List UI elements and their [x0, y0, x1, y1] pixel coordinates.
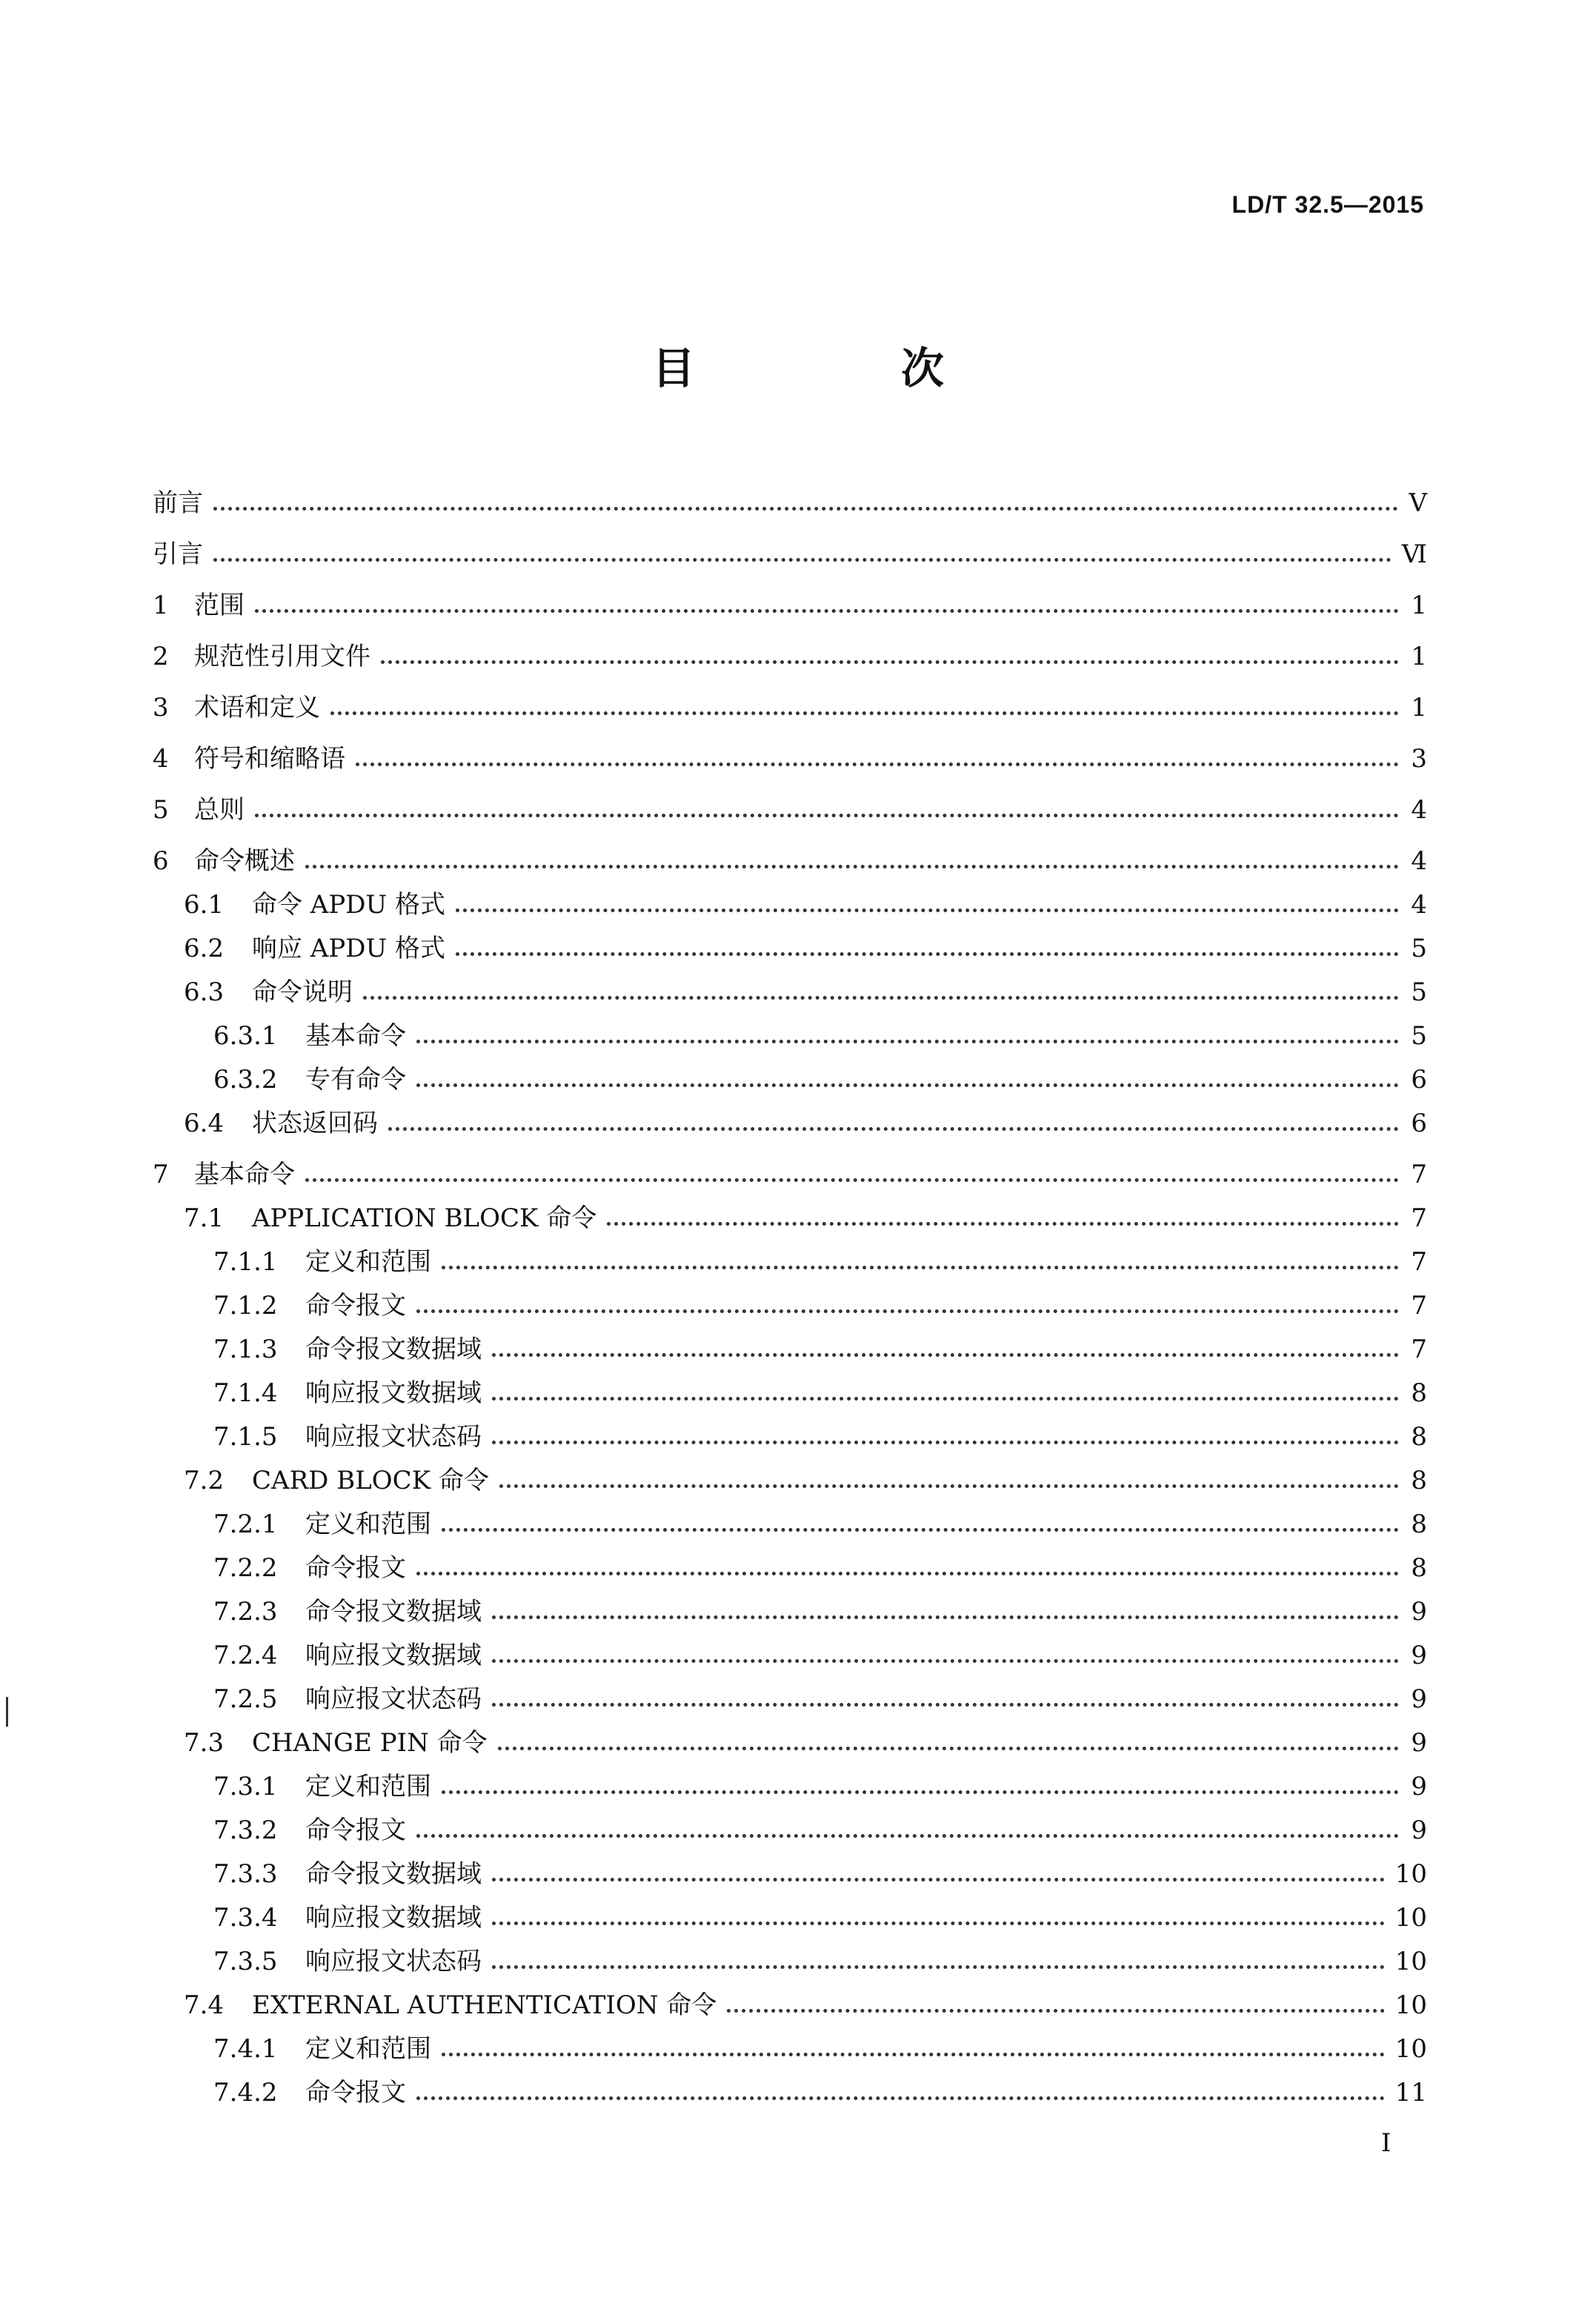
- toc-entry-label: 定义和范围: [305, 2034, 431, 2064]
- toc-entry-page: 8: [1411, 1378, 1427, 1408]
- toc-entry-page: 7: [1411, 1291, 1427, 1321]
- toc-entry-page: 4: [1411, 846, 1427, 876]
- toc-entry[interactable]: [153, 1277, 1427, 1321]
- dot-leader: [492, 1703, 1399, 1707]
- toc-entry-label: 定义和范围: [305, 1509, 431, 1539]
- toc-entry-label: 命令报文: [305, 2078, 406, 2108]
- toc-entry[interactable]: [153, 1714, 1427, 1758]
- toc-entry-label: 总则: [194, 795, 245, 825]
- dot-leader: [492, 1441, 1399, 1444]
- toc-entry[interactable]: [153, 832, 1427, 876]
- dot-leader: [607, 1222, 1399, 1226]
- toc-entry-page: 6: [1411, 1065, 1427, 1095]
- toc-entry-number: 7.3.4: [213, 1903, 278, 1933]
- toc-entry-page: 7: [1411, 1203, 1427, 1233]
- toc-entry-label: 范围: [194, 591, 245, 620]
- toc-entry[interactable]: [153, 963, 1427, 1007]
- toc-entry-number: 7.3.5: [213, 1947, 278, 1976]
- dot-leader: [499, 1484, 1399, 1488]
- dot-leader: [492, 1922, 1385, 1925]
- toc-entry-page: 6: [1411, 1109, 1427, 1138]
- toc-entry-number: 7.1.5: [213, 1422, 278, 1452]
- toc-entry-number: 6: [153, 846, 169, 876]
- toc-entry-label: 命令报文: [305, 1291, 406, 1321]
- toc-entry[interactable]: [153, 1364, 1427, 1408]
- dot-leader: [381, 660, 1399, 664]
- toc-entry-page: 7: [1411, 1160, 1427, 1189]
- toc-entry[interactable]: [153, 679, 1427, 723]
- toc-entry-number: 7.2: [184, 1466, 225, 1495]
- toc-entry-page: 11: [1394, 2078, 1427, 2108]
- toc-entry-number: 7.3.2: [213, 1816, 278, 1845]
- toc-entry-label: 状态返回码: [252, 1109, 378, 1138]
- toc-entry-page: 9: [1411, 1597, 1427, 1627]
- toc-entry-number: 7.1.2: [213, 1291, 278, 1321]
- toc-entry-label: 命令报文: [305, 1816, 406, 1845]
- toc-entry-number: 7.1: [184, 1203, 225, 1233]
- dot-leader: [416, 1309, 1399, 1313]
- toc-entry-label: 命令概述: [194, 846, 295, 876]
- dot-leader: [213, 507, 1398, 511]
- toc-entry-label: 命令报文数据域: [305, 1859, 482, 1889]
- toc-entry-number: 6.1: [184, 890, 225, 920]
- toc-entry-page: 9: [1411, 1816, 1427, 1845]
- toc-entry-page: 5: [1411, 934, 1427, 963]
- toc-entry-page: 8: [1411, 1422, 1427, 1452]
- toc-entry-label: EXTERNAL AUTHENTICATION 命令: [252, 1990, 717, 2020]
- dot-leader: [255, 814, 1399, 817]
- dot-leader: [442, 1266, 1399, 1269]
- toc-entry-page: 9: [1411, 1772, 1427, 1801]
- toc-entry-label: 专有命令: [305, 1065, 406, 1095]
- dot-leader: [442, 1790, 1399, 1794]
- toc-entry-page: 1: [1411, 693, 1427, 723]
- toc-entry-page: 10: [1394, 1903, 1427, 1933]
- toc-entry-label: 响应报文数据域: [305, 1641, 482, 1670]
- toc-entry-number: 7.2.4: [213, 1641, 278, 1670]
- toc-entry[interactable]: [153, 1976, 1427, 2020]
- toc-entry-number: 7.2.5: [213, 1684, 278, 1714]
- toc-entry-number: 7.1.4: [213, 1378, 278, 1408]
- dot-leader: [442, 1528, 1399, 1532]
- toc-entry[interactable]: [153, 1051, 1427, 1095]
- toc-entry-page: 5: [1411, 977, 1427, 1007]
- toc-entry-label: 命令说明: [252, 977, 353, 1007]
- toc-entry-page: 1: [1411, 591, 1427, 620]
- toc-entry-label: 响应报文数据域: [305, 1378, 482, 1408]
- toc-entry-page: 10: [1394, 2034, 1427, 2064]
- toc-entry-page: 10: [1394, 1990, 1427, 2020]
- dot-leader: [727, 2009, 1384, 2013]
- toc-entry-number: 7: [153, 1160, 169, 1189]
- toc-entry-label: CARD BLOCK 命令: [252, 1466, 489, 1495]
- dot-leader: [456, 952, 1399, 956]
- toc-entry-page: 3: [1411, 744, 1427, 774]
- dot-leader: [416, 1834, 1399, 1838]
- toc-entry[interactable]: [153, 1007, 1427, 1051]
- toc-entry-number: 5: [153, 795, 169, 825]
- dot-leader: [305, 865, 1399, 868]
- dot-leader: [492, 1397, 1399, 1401]
- toc-entry-page: 9: [1411, 1684, 1427, 1714]
- toc-entry-number: 4: [153, 744, 169, 774]
- toc-entry-number: 7.2.1: [213, 1509, 278, 1539]
- toc-entry-page: Ⅴ: [1409, 488, 1427, 518]
- dot-leader: [416, 2096, 1385, 2100]
- toc-entry[interactable]: [153, 920, 1427, 963]
- toc-entry[interactable]: [153, 730, 1427, 774]
- toc-entry-number: 7.3: [184, 1728, 225, 1758]
- toc-entry[interactable]: [153, 1495, 1427, 1539]
- dot-leader: [213, 558, 1391, 562]
- toc-entry-number: 7.1.3: [213, 1335, 278, 1364]
- dot-leader: [356, 763, 1399, 766]
- toc-entry[interactable]: [153, 1583, 1427, 1627]
- toc-entry[interactable]: [153, 1095, 1427, 1138]
- toc-entry-number: 6.4: [184, 1109, 225, 1138]
- toc-entry-page: 4: [1411, 890, 1427, 920]
- toc-entry-label: APPLICATION BLOCK 命令: [252, 1203, 597, 1233]
- toc-entry-page: 8: [1411, 1509, 1427, 1539]
- toc-entry-page: 4: [1411, 795, 1427, 825]
- toc-entry[interactable]: [153, 876, 1427, 920]
- toc-entry[interactable]: [153, 1452, 1427, 1495]
- dot-leader: [305, 1178, 1399, 1182]
- dot-leader: [492, 1659, 1399, 1663]
- toc-entry[interactable]: [153, 1889, 1427, 1933]
- toc-entry[interactable]: [153, 1933, 1427, 1976]
- toc-entry[interactable]: [153, 1845, 1427, 1889]
- toc-entry-page: 7: [1411, 1335, 1427, 1364]
- toc-entry-label: 规范性引用文件: [194, 642, 370, 671]
- page-number: Ⅰ: [1381, 2128, 1391, 2158]
- dot-leader: [492, 1615, 1399, 1619]
- toc-entry-label: 响应 APDU 格式: [252, 934, 445, 963]
- toc-entry[interactable]: [153, 1758, 1427, 1801]
- toc-entry-page: 9: [1411, 1728, 1427, 1758]
- toc-entry-page: 10: [1394, 1947, 1427, 1976]
- toc-entry-label: 命令报文数据域: [305, 1597, 482, 1627]
- standard-code: LD/T 32.5—2015: [1231, 191, 1424, 218]
- dot-leader: [416, 1572, 1399, 1575]
- dot-leader: [456, 909, 1399, 912]
- margin-mark: [6, 1697, 8, 1727]
- toc-entry[interactable]: [153, 1408, 1427, 1452]
- dot-leader: [492, 1965, 1385, 1969]
- toc-entry-page: 8: [1411, 1466, 1427, 1495]
- toc-entry-label: 响应报文状态码: [305, 1422, 482, 1452]
- toc-entry-label: 引言: [153, 539, 203, 569]
- toc-entry[interactable]: [153, 577, 1427, 620]
- toc-entry-label: 命令报文数据域: [305, 1335, 482, 1364]
- toc-entry[interactable]: [153, 781, 1427, 825]
- dot-leader: [442, 2053, 1385, 2056]
- toc-entry-number: 7.2.3: [213, 1597, 278, 1627]
- toc-entry[interactable]: [153, 1670, 1427, 1714]
- dot-leader: [388, 1127, 1399, 1131]
- toc-entry[interactable]: [153, 474, 1427, 518]
- toc-entry-page: 5: [1411, 1021, 1427, 1051]
- toc-entry-label: 基本命令: [194, 1160, 295, 1189]
- toc-entry-number: 6.3: [184, 977, 225, 1007]
- dot-leader: [330, 711, 1399, 715]
- toc-entry[interactable]: [153, 1539, 1427, 1583]
- dot-leader: [492, 1878, 1385, 1881]
- toc-entry-page: 1: [1411, 642, 1427, 671]
- dot-leader: [255, 609, 1399, 613]
- toc-entry-number: 7.4.2: [213, 2078, 278, 2108]
- toc-entry-number: 7.4: [184, 1990, 225, 2020]
- toc-entry[interactable]: [153, 2020, 1427, 2064]
- toc-entry-label: 命令报文: [305, 1553, 406, 1583]
- toc-entry-number: 6.2: [184, 934, 225, 963]
- toc-entry-page: 8: [1411, 1553, 1427, 1583]
- toc-entry[interactable]: [153, 1146, 1427, 1189]
- table-of-contents: [153, 474, 1427, 2108]
- toc-entry-page: 10: [1394, 1859, 1427, 1889]
- toc-entry-number: 2: [153, 642, 169, 671]
- page-title: 目 次: [651, 343, 1025, 393]
- toc-entry-number: 6.3.2: [213, 1065, 278, 1095]
- dot-leader: [498, 1747, 1399, 1750]
- toc-entry-number: 1: [153, 591, 169, 620]
- toc-entry-number: 7.3.3: [213, 1859, 278, 1889]
- dot-leader: [416, 1083, 1399, 1087]
- toc-entry-label: 响应报文状态码: [305, 1947, 482, 1976]
- toc-entry-label: 基本命令: [305, 1021, 406, 1051]
- toc-entry[interactable]: [153, 1189, 1427, 1233]
- toc-entry-label: 响应报文数据域: [305, 1903, 482, 1933]
- toc-entry[interactable]: [153, 628, 1427, 671]
- toc-entry-label: 前言: [153, 488, 203, 518]
- toc-entry-number: 7.2.2: [213, 1553, 278, 1583]
- toc-entry[interactable]: [153, 1233, 1427, 1277]
- toc-entry[interactable]: [153, 1321, 1427, 1364]
- toc-entry-label: 定义和范围: [305, 1772, 431, 1801]
- toc-entry-number: 7.1.1: [213, 1247, 278, 1277]
- dot-leader: [416, 1040, 1399, 1043]
- toc-entry-page: 7: [1411, 1247, 1427, 1277]
- toc-entry-page: 9: [1411, 1641, 1427, 1670]
- toc-entry-number: 3: [153, 693, 169, 723]
- toc-entry-label: 定义和范围: [305, 1247, 431, 1277]
- toc-entry-label: CHANGE PIN 命令: [252, 1728, 488, 1758]
- toc-entry-page: Ⅵ: [1401, 539, 1427, 569]
- toc-entry[interactable]: [153, 1801, 1427, 1845]
- dot-leader: [363, 996, 1399, 1000]
- toc-entry-number: 7.3.1: [213, 1772, 278, 1801]
- toc-entry-label: 响应报文状态码: [305, 1684, 482, 1714]
- toc-entry-label: 符号和缩略语: [194, 744, 345, 774]
- toc-entry[interactable]: [153, 525, 1427, 569]
- toc-entry[interactable]: [153, 1627, 1427, 1670]
- toc-entry-label: 术语和定义: [194, 693, 320, 723]
- toc-entry[interactable]: [153, 2064, 1427, 2108]
- toc-entry-number: 6.3.1: [213, 1021, 278, 1051]
- dot-leader: [492, 1353, 1399, 1357]
- toc-entry-label: 命令 APDU 格式: [252, 890, 445, 920]
- toc-entry-number: 7.4.1: [213, 2034, 278, 2064]
